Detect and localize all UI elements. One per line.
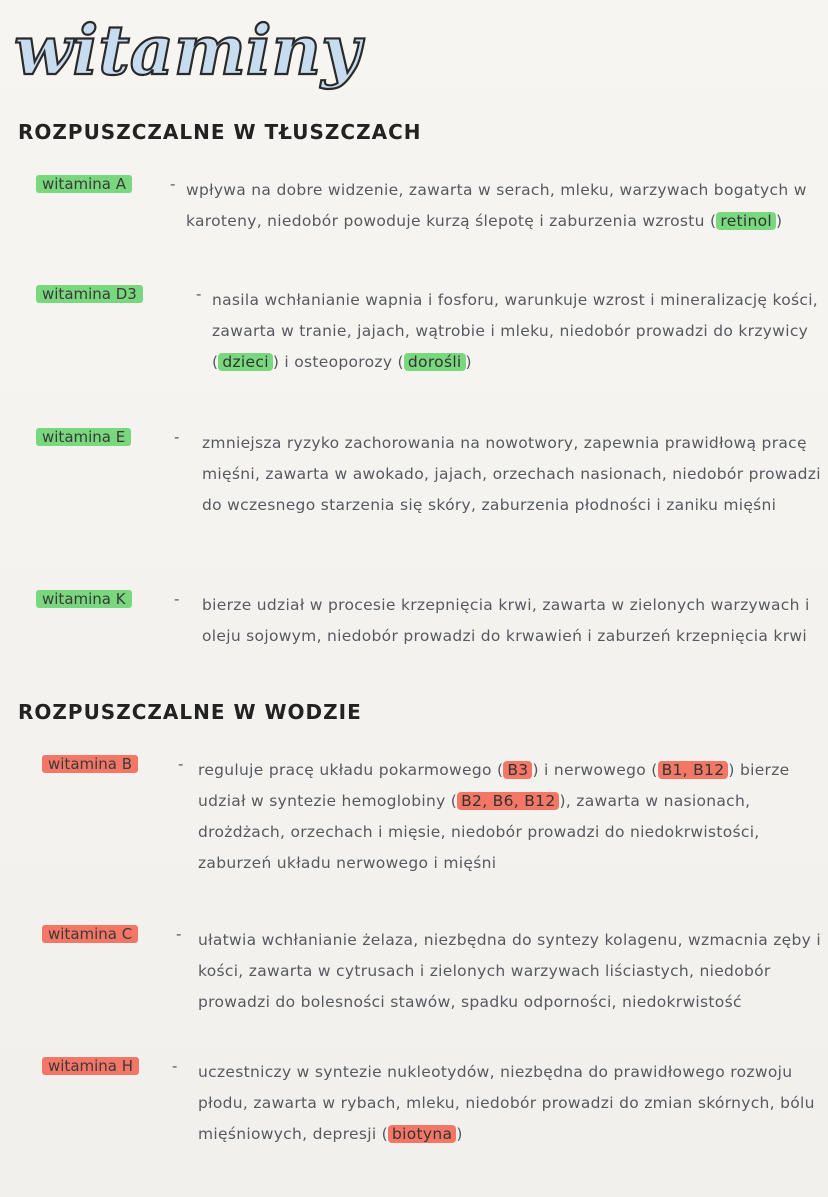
vitamin-label: witamina D3 <box>36 285 143 303</box>
highlight-term: B3 <box>503 761 532 779</box>
entry-vitamin-h <box>36 1057 821 1187</box>
highlight-term: dzieci <box>218 353 272 371</box>
highlight-term: B2, B6, B12 <box>457 792 559 810</box>
entry-vitamin-a <box>36 175 821 265</box>
description-text: nasila wchłanianie wapnia i fosforu, warunkuje wzrost i mineralizację kości, zawarta w tranie, jajach, wątrobie i mleku, niedobór prowadzi do krzywicy ( <box>212 291 819 371</box>
title-text: witaminy <box>14 11 361 91</box>
vitamin-label: witamina B <box>42 755 138 773</box>
entry-vitamin-k <box>36 590 821 680</box>
description-text: ), zawarta w nasionach, drożdżach, orzechach i mięsie, niedobór prowadzi do niedokrwistości, zaburzeń układu nerwowego i mięśni <box>198 792 760 872</box>
dash: - <box>172 1057 178 1075</box>
highlight-term: retinol <box>716 212 776 230</box>
dash: - <box>174 590 180 608</box>
vitamin-label: witamina A <box>36 175 132 193</box>
vitamin-description <box>202 428 821 521</box>
vitamin-label: witamina K <box>36 590 132 608</box>
entry-vitamin-b <box>36 755 821 895</box>
description-text: ) <box>456 1125 463 1143</box>
vitamin-description <box>202 590 821 652</box>
dash: - <box>178 755 184 773</box>
description-text: ułatwia wchłanianie żelaza, niezbędna do syntezy kolagenu, wzmacnia zęby i kości, zawarta w cytrusach i zielonych warzywach liściastych, niedobór prowadzi do bolesności stawów, spadku odporności, niedokrwistość <box>198 931 821 1011</box>
description-text: ) bierze udział w syntezie hemoglobiny ( <box>198 761 790 810</box>
vitamin-label: witamina C <box>42 925 138 943</box>
description-text: ) <box>465 353 472 371</box>
vitamin-description <box>186 175 821 237</box>
description-text: wpływa na dobre widzenie, zawarta w serach, mleku, warzywach bogatych w karoteny, niedobór powoduje kurzą ślepotę i zaburzenia wzrostu ( <box>186 181 807 230</box>
description-text: ) <box>776 212 783 230</box>
page-title <box>6 2 426 102</box>
highlight-term: dorośli <box>404 353 466 371</box>
vitamin-description <box>198 925 821 1018</box>
entry-vitamin-e <box>36 428 821 553</box>
description-text: reguluje pracę układu pokarmowego ( <box>198 761 504 779</box>
description-text: uczestniczy w syntezie nukleotydów, niezbędna do prawidłowego rozwoju płodu, zawarta w rybach, mleku, niedobór prowadzi do zmian skórnych, bólu mięśniowych, depresji ( <box>198 1063 815 1143</box>
description-text: ) i osteoporozy ( <box>272 353 404 371</box>
vitamin-label: witamina H <box>42 1057 139 1075</box>
dash: - <box>170 175 176 193</box>
description-text: zmniejsza ryzyko zachorowania na nowotwory, zapewnia prawidłową pracę mięśni, zawarta w awokado, jajach, orzechach nasionach, niedobór prowadzi do wczesnego starzenia się skóry, zaburzenia płodności i zaniku mięśni <box>202 434 821 514</box>
vitamin-description <box>212 285 821 378</box>
entry-vitamin-d3 <box>36 285 821 405</box>
title-lettering <box>6 2 426 102</box>
section-heading-fat: ROZPUSZCZALNE W TŁUSZCZACH <box>18 120 422 144</box>
highlight-term: biotyna <box>388 1125 456 1143</box>
dash: - <box>176 925 182 943</box>
entry-vitamin-c <box>36 925 821 1035</box>
description-text: ) i nerwowego ( <box>532 761 658 779</box>
vitamin-description <box>198 1057 821 1150</box>
dash: - <box>174 428 180 446</box>
vitamin-description <box>198 755 821 879</box>
highlight-term: B1, B12 <box>658 761 729 779</box>
description-text: bierze udział w procesie krzepnięcia krwi, zawarta w zielonych warzywach i oleju sojowym, niedobór prowadzi do krwawień i zaburzeń krzepnięcia krwi <box>202 596 810 645</box>
dash: - <box>196 285 202 303</box>
section-heading-water: ROZPUSZCZALNE W WODZIE <box>18 700 362 724</box>
vitamin-label: witamina E <box>36 428 131 446</box>
